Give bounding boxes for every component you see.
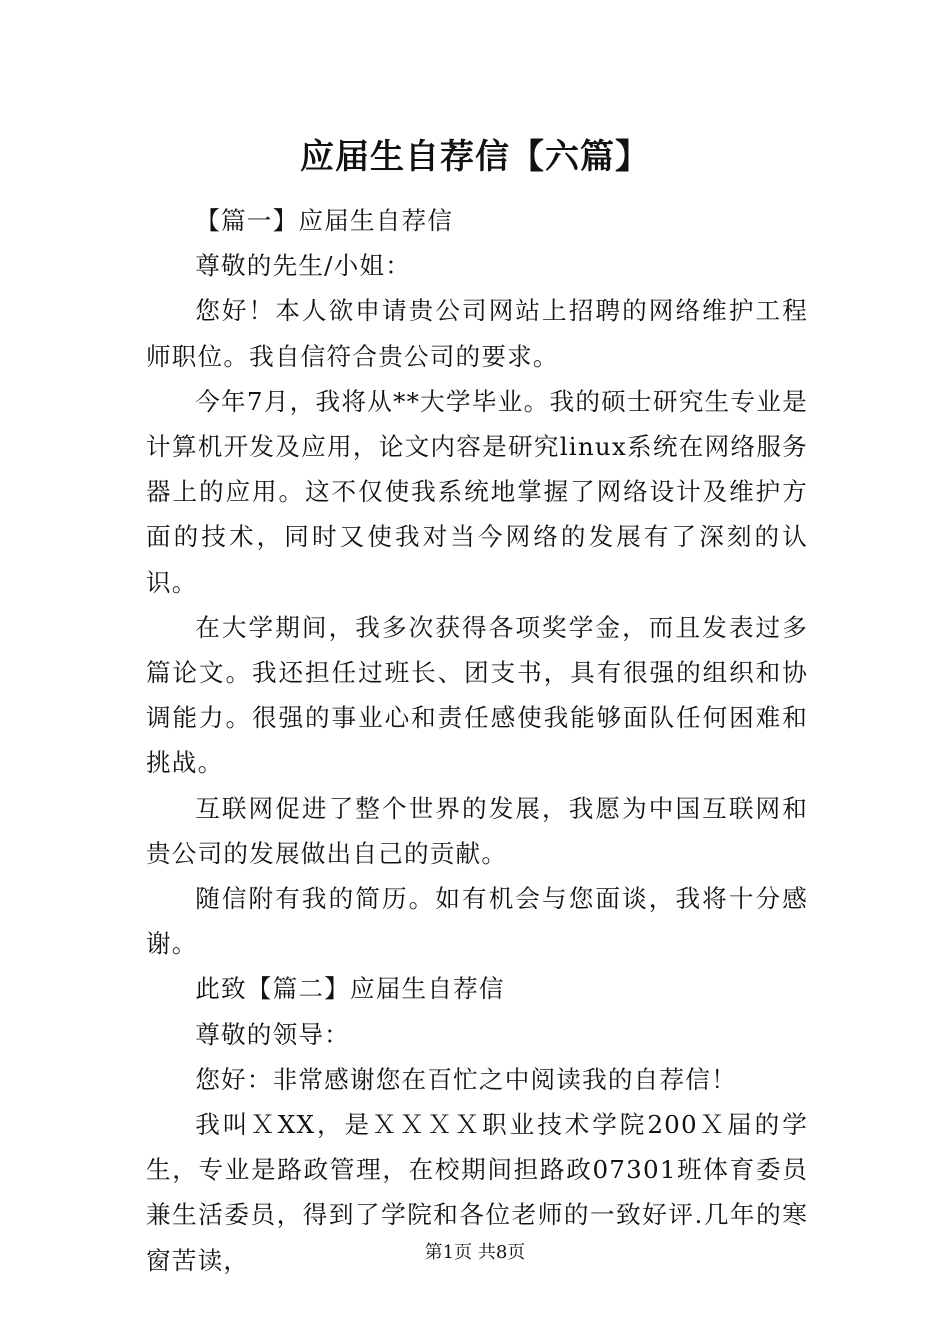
paragraph-section-heading-1: 【篇一】应届生自荐信 — [195, 206, 454, 235]
paragraph-introduction: 我叫ＸXX，是ＸＸＸＸ职业技术学院200Ｘ届的学生，专业是路政管理，在校期间担路政07301班体育委员兼生活委员，得到了学院和各位老师的一致好评.几年的寒窗苦读， — [146, 1110, 808, 1275]
paragraph-education: 今年7月，我将从**大学毕业。我的硕士研究生专业是计算机开发及应用，论文内容是研究linux系统在网络服务器上的应用。这不仅使我系统地掌握了网络设计及维护方面的技术，同时又使我对当今网络的发展有了深刻的认识。 — [146, 386, 808, 597]
paragraph-section-heading-2: 此致【篇二】应届生自荐信 — [195, 974, 505, 1004]
paragraph-salutation-2: 尊敬的领导： — [195, 1019, 350, 1049]
paragraph-resume-note: 随信附有我的简历。如有机会与您面谈，我将十分感谢。 — [146, 884, 808, 959]
paragraph-greeting-1: 您好！本人欲申请贵公司网站上招聘的网络维护工程师职位。我自信符合贵公司的要求。 — [146, 296, 808, 371]
document-title: 应届生自荐信【六篇】 — [300, 137, 650, 177]
page-number-footer: 第1页 共8页 — [424, 1242, 526, 1263]
paragraph-salutation-1: 尊敬的先生/小姐： — [195, 251, 412, 281]
paragraph-greeting-2: 您好：非常感谢您在百忙之中阅读我的自荐信！ — [195, 1064, 737, 1094]
paragraph-achievements: 在大学期间，我多次获得各项奖学金，而且发表过多篇论文。我还担任过班长、团支书，具有很强的组织和协调能力。很强的事业心和责任感使我能够面队任何困难和挑战。 — [146, 612, 808, 778]
document-body — [146, 198, 808, 1283]
paragraph-contribution: 互联网促进了整个世界的发展，我愿为中国互联网和贵公司的发展做出自己的贡献。 — [146, 793, 808, 868]
